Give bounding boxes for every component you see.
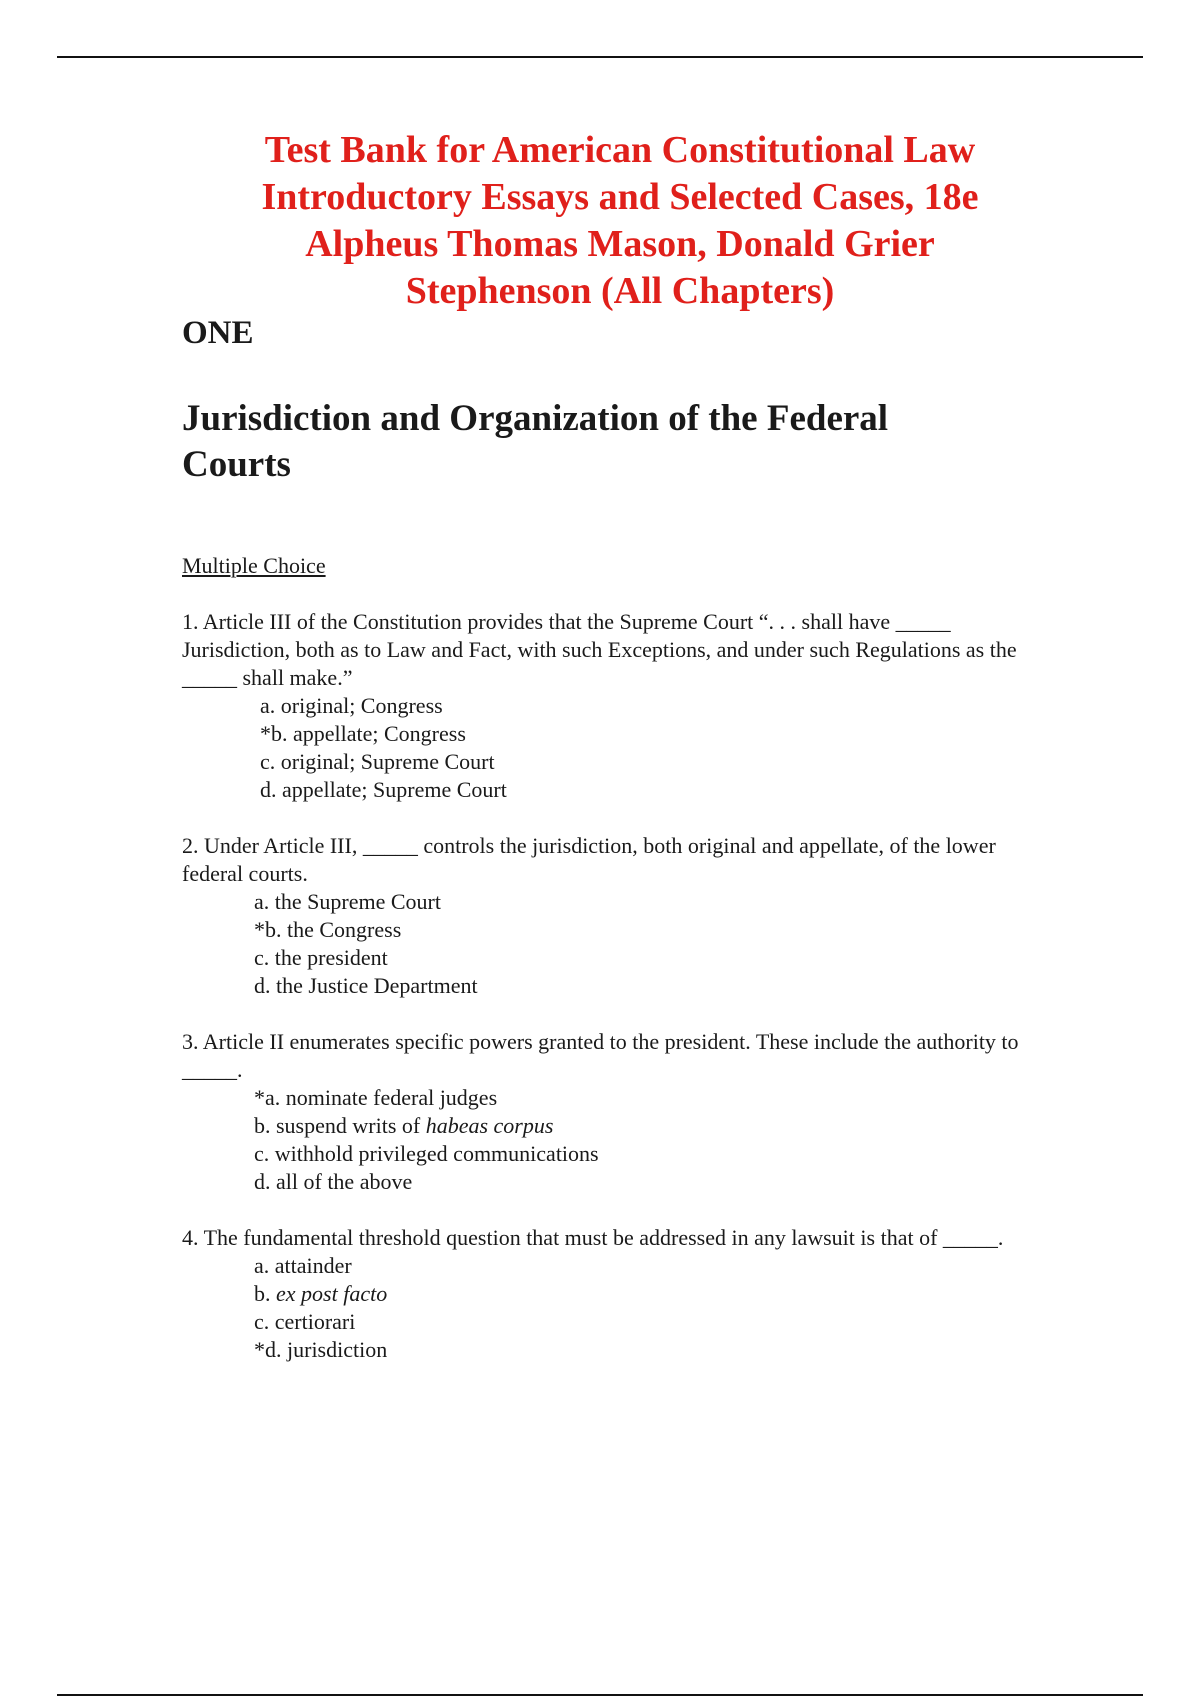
chapter-title [182, 396, 1042, 488]
option-text: appellate; Congress [293, 721, 466, 746]
option-prefix: c. [260, 749, 281, 774]
question-list [182, 608, 1062, 1392]
option-c [254, 944, 1062, 972]
chapter-title-line-2: Courts [182, 444, 291, 485]
option-text: nominate federal judges [285, 1085, 498, 1110]
title-line-2: Introductory Essays and Selected Cases, 18e [261, 176, 979, 219]
option-b [254, 1280, 1062, 1308]
option-d [254, 1168, 1062, 1196]
option-prefix: c. [254, 1309, 275, 1334]
answer-options [182, 692, 1062, 804]
document-title [160, 127, 1080, 315]
option-text: suspend writs of [276, 1113, 426, 1138]
question-text: 2. Under Article III, _____ controls the jurisdiction, both original and appellate, of the lower federal courts. [182, 833, 996, 886]
option-text: the Supreme Court [274, 889, 441, 914]
option-text: the president [274, 945, 388, 970]
option-prefix: *a. [254, 1085, 286, 1110]
question-3 [182, 1028, 1062, 1196]
question-2 [182, 832, 1062, 1000]
option-prefix: a. [254, 1253, 275, 1278]
option-text: appellate; Supreme Court [282, 777, 507, 802]
answer-options [182, 1252, 1062, 1364]
question-text: 3. Article II enumerates specific powers granted to the president. These include the authority to _____. [182, 1029, 1019, 1082]
top-rule [57, 56, 1143, 58]
option-text: jurisdiction [287, 1337, 388, 1362]
option-text: the Justice Department [276, 973, 478, 998]
title-line-1: Test Bank for American Constitutional Law [264, 129, 976, 172]
question-4 [182, 1224, 1062, 1364]
option-prefix: c. [254, 1141, 275, 1166]
option-prefix: *b. [254, 917, 287, 942]
option-c [260, 748, 1062, 776]
option-prefix: *d. [254, 1337, 287, 1362]
chapter-title-line-1: Jurisdiction and Organization of the Federal [182, 398, 889, 439]
option-prefix: d. [254, 1169, 276, 1194]
question-text: 1. Article III of the Constitution provides that the Supreme Court “. . . shall have _____ Jurisdiction, both as to Law and Fact, with such Exceptions, and under such Regulations as the _____ shall make.” [182, 609, 1017, 690]
option-d [260, 776, 1062, 804]
option-text: all of the above [276, 1169, 413, 1194]
section-heading: Multiple Choice [182, 553, 326, 578]
option-text: original; Supreme Court [280, 749, 495, 774]
option-d [254, 972, 1062, 1000]
answer-options [182, 1084, 1062, 1196]
option-prefix: a. [260, 693, 281, 718]
option-c [254, 1140, 1062, 1168]
title-line-3: Alpheus Thomas Mason, Donald Grier [305, 223, 935, 266]
option-c [254, 1308, 1062, 1336]
title-line-4: Stephenson (All Chapters) [405, 270, 835, 313]
answer-options [182, 888, 1062, 1000]
question-text: 4. The fundamental threshold question that must be addressed in any lawsuit is that of _____. [182, 1225, 1004, 1250]
option-prefix: d. [260, 777, 282, 802]
option-italic-text: ex post facto [276, 1281, 388, 1306]
option-b [254, 1112, 1062, 1140]
option-prefix: c. [254, 945, 275, 970]
option-text: certiorari [274, 1309, 356, 1334]
option-italic-text: habeas corpus [425, 1113, 554, 1138]
option-a-correct [254, 1084, 1062, 1112]
option-d-correct [254, 1336, 1062, 1364]
option-prefix: b. [254, 1113, 276, 1138]
option-text: withhold privileged communications [274, 1141, 599, 1166]
option-text: original; Congress [280, 693, 443, 718]
option-prefix: b. [254, 1281, 276, 1306]
bottom-rule [57, 1694, 1143, 1696]
option-a [254, 1252, 1062, 1280]
option-a [254, 888, 1062, 916]
option-prefix: a. [254, 889, 275, 914]
option-text: attainder [274, 1253, 352, 1278]
question-1 [182, 608, 1062, 804]
option-a [260, 692, 1062, 720]
option-text: the Congress [287, 917, 402, 942]
option-b-correct [254, 916, 1062, 944]
option-prefix: *b. [260, 721, 293, 746]
option-b-correct [260, 720, 1062, 748]
chapter-number: ONE [182, 315, 254, 351]
option-prefix: d. [254, 973, 276, 998]
